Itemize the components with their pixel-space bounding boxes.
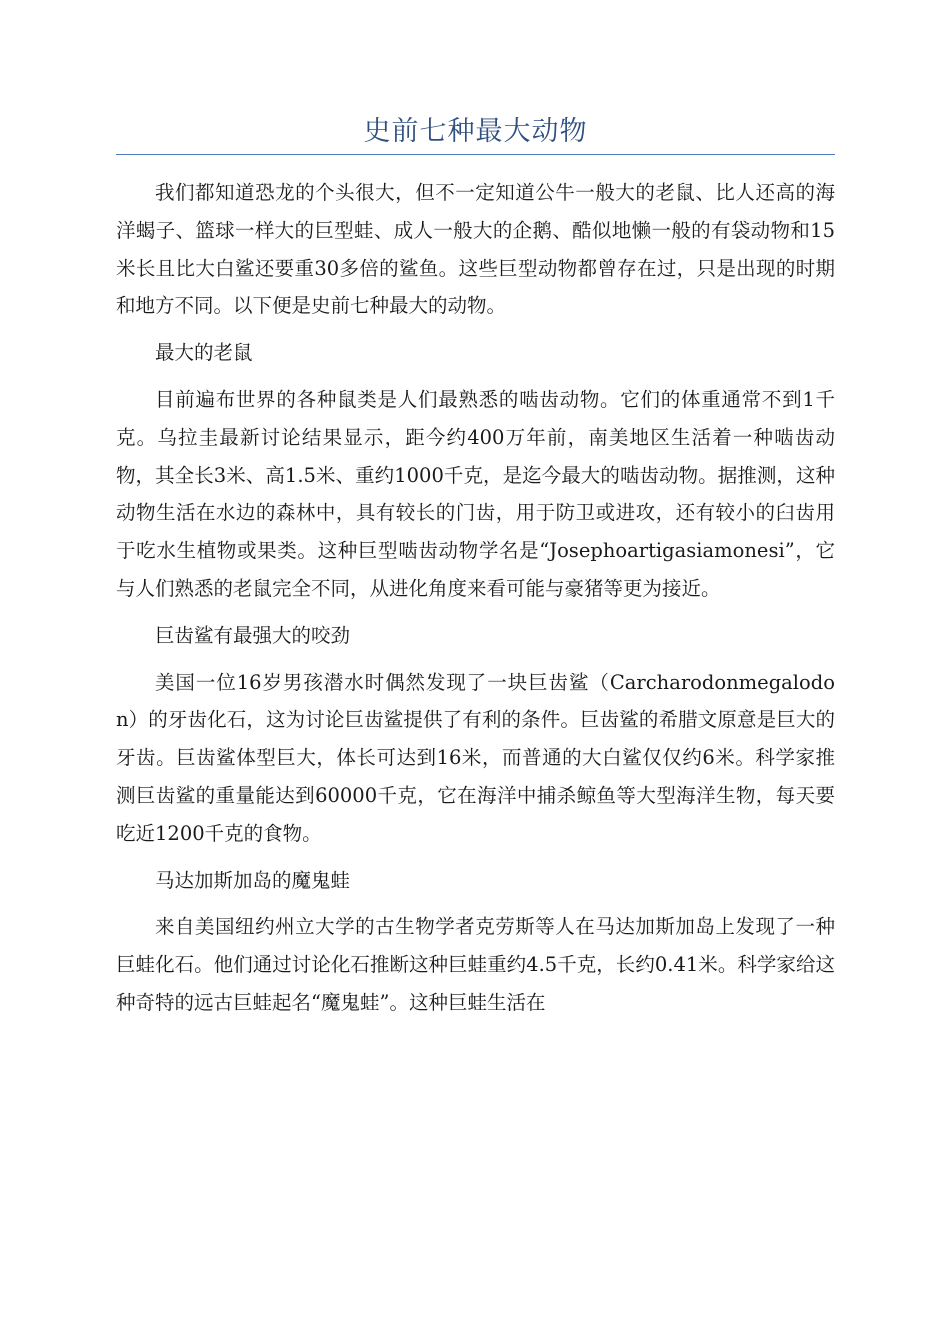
section-paragraph-megalodon: 美国一位16岁男孩潜水时偶然发现了一块巨齿鲨（Carcharodonmegalodon）的牙齿化石，这为讨论巨齿鲨提供了有利的条件。巨齿鲨的希腊文原意是巨大的牙齿。巨齿鲨体型巨大，体长可达到16米，而普通的大白鲨仅仅约6米。科学家推测巨齿鲨的重量能达到60000千克，它在海洋中捕杀鲸鱼等大型海洋生物，每天要吃近1200千克的食物。: [116, 670, 835, 845]
title-underline: [116, 154, 835, 155]
section-paragraph-devil-frog: 来自美国纽约州立大学的古生物学者克劳斯等人在马达加斯加岛上发现了一种巨蛙化石。他们通过讨论化石推断这种巨蛙重约4.5千克，长约0.41米。科学家给这种奇特的远古巨蛙起名“魔鬼蛙”。这种巨蛙生活在: [116, 915, 835, 1014]
document-title: 史前七种最大动物: [363, 116, 588, 147]
section-heading-devil-frog: 马达加斯加岛的魔鬼蛙: [155, 868, 351, 892]
intro-paragraph: 我们都知道恐龙的个头很大，但不一定知道公牛一般大的老鼠、比人还高的海洋蝎子、篮球一样大的巨型蛙、成人一般大的企鹅、酷似地懒一般的有袋动物和15米长且比大白鲨还要重30多倍的鲨鱼。这些巨型动物都曾存在过，只是出现的时期和地方不同。以下便是史前七种最大的动物。: [116, 181, 835, 318]
section-heading-largest-rat: 最大的老鼠: [155, 341, 253, 365]
section-heading-megalodon: 巨齿鲨有最强大的咬劲: [155, 623, 351, 647]
document-body: [116, 174, 835, 1031]
section-paragraph-largest-rat: 目前遍布世界的各种鼠类是人们最熟悉的啮齿动物。它们的体重通常不到1千克。乌拉圭最新讨论结果显示，距今约400万年前，南美地区生活着一种啮齿动物，其全长3米、高1.5米、重约1000千克，是迄今最大的啮齿动物。据推测，这种动物生活在水边的森林中，具有较长的门齿，用于防卫或进攻，还有较小的臼齿用于吃水生植物或果类。这种巨型啮齿动物学名是“Josephoartigasiamonesi”，它与人们熟悉的老鼠完全不同，从进化角度来看可能与豪猪等更为接近。: [116, 387, 835, 600]
